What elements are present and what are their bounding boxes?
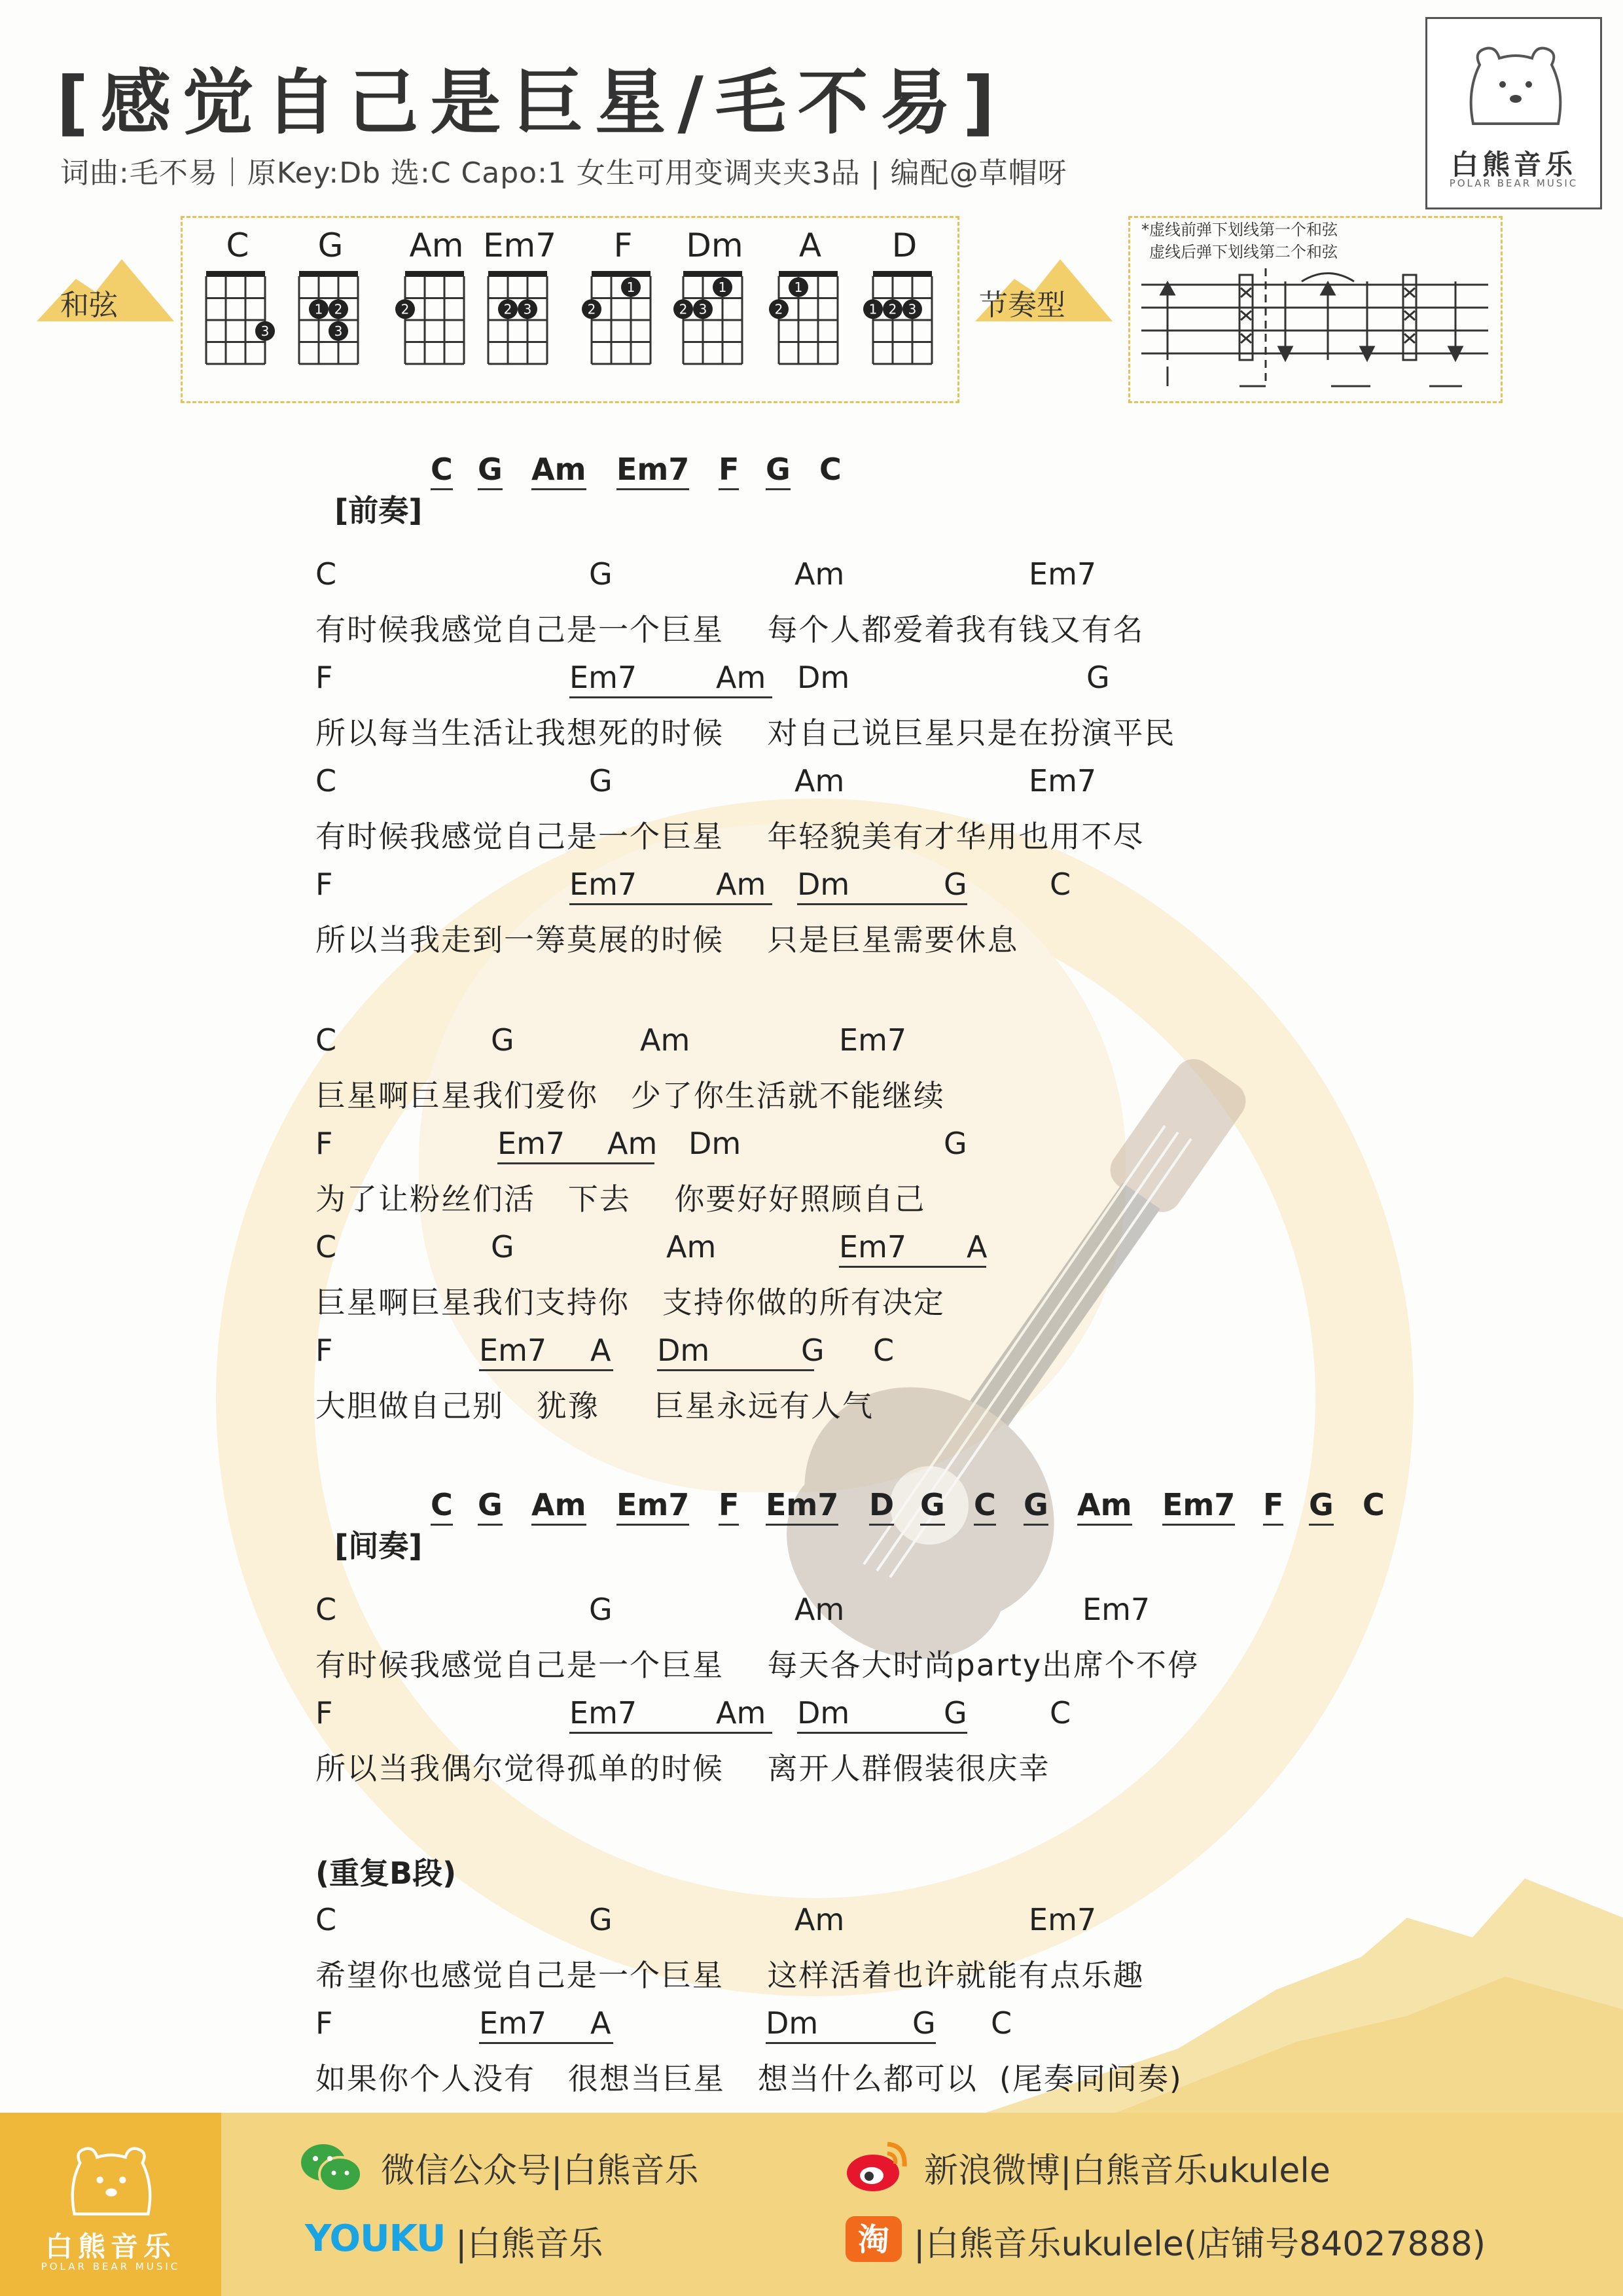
chord: F — [315, 1695, 333, 1731]
interlude-chord: C — [1363, 1487, 1385, 1522]
intro-chord: C — [819, 452, 842, 487]
chord: C — [873, 1333, 895, 1368]
chord: Em7 — [839, 1229, 986, 1268]
chord: F — [315, 1126, 333, 1161]
finger-number: 2 — [503, 301, 512, 317]
chord-diagram — [863, 271, 932, 364]
intro-chord: F — [719, 452, 739, 490]
footer — [0, 2113, 1623, 2296]
chord: C — [315, 1592, 337, 1627]
chord: Dm — [766, 2005, 936, 2044]
lyric-line: 有时候我感觉自己是一个巨星 年轻貌美有才华用也用不尽 — [315, 819, 1145, 854]
lyric-line: 为了让粉丝们活 下去 你要好好照顾自己 — [315, 1181, 926, 1217]
chord: Em7 — [839, 1022, 907, 1058]
chord: Am — [716, 1695, 766, 1731]
chord: C — [315, 1022, 337, 1058]
chord-name-em7: Em7 — [482, 226, 557, 264]
interlude-chord: G — [1024, 1487, 1048, 1526]
finger-number: 2 — [587, 301, 596, 317]
logo-subtitle: POLAR BEAR MUSIC — [1449, 177, 1578, 189]
lyric-line: 如果你个人没有 很想当巨星 想当什么都可以 (尾奏同间奏) — [315, 2061, 1183, 2096]
svg-text:淘: 淘 — [857, 2221, 890, 2258]
chord: A — [590, 1333, 611, 1368]
chord: A — [967, 1229, 988, 1265]
lyric-line: 所以当我走到一筹莫展的时候 只是巨星需要休息 — [315, 922, 1019, 958]
chord: Em7 — [569, 867, 772, 905]
finger-number: 2 — [679, 301, 688, 317]
chord: G — [801, 1333, 825, 1368]
chord: G — [491, 1022, 514, 1058]
chord: Em7 — [497, 1126, 654, 1164]
finger-number: 1 — [314, 301, 323, 317]
chord: Em7 — [479, 1333, 613, 1371]
interlude-label: [间奏] — [334, 1528, 423, 1564]
chord: G — [589, 1902, 613, 1937]
chord-name-f: F — [613, 226, 633, 264]
footer-youku[interactable]: |白熊音乐 — [455, 2225, 603, 2264]
chord: G — [1086, 660, 1110, 695]
finger-number: 2 — [401, 301, 410, 317]
interlude-chord: G — [1309, 1487, 1334, 1526]
chord: Am — [640, 1022, 690, 1058]
strum-note-line-1: *虚线前弹下划线第一个和弦 — [1141, 221, 1338, 239]
chord: Am — [666, 1229, 717, 1265]
finger-number: 1 — [868, 301, 878, 317]
chord: G — [912, 2005, 936, 2041]
chord: G — [944, 1126, 967, 1161]
footer-logo-name: 白熊音乐 — [45, 2231, 176, 2263]
chord-diagram — [395, 271, 464, 364]
chord: Em7 — [569, 660, 772, 698]
chord: Dm — [657, 1333, 814, 1371]
finger-number: 1 — [718, 279, 727, 295]
lyric-line: 巨星啊巨星我们支持你 支持你做的所有决定 — [315, 1285, 945, 1320]
chord-name-c: C — [226, 226, 249, 264]
chord-tag: 和弦 — [60, 289, 118, 322]
lyric-line: 希望你也感觉自己是一个巨星 这样活着也许就能有点乐趣 — [315, 1958, 1145, 1993]
finger-number: 2 — [334, 301, 343, 317]
interlude-chord: C — [431, 1487, 453, 1526]
chord: Em7 — [1029, 1902, 1097, 1937]
interlude-chord: Em7 — [616, 1487, 689, 1526]
chord: G — [589, 556, 613, 592]
chord-name-g: G — [317, 226, 344, 264]
interlude-chord: Em7 — [766, 1487, 838, 1526]
lyric-line: 大胆做自己别 犹豫 巨星永远有人气 — [315, 1388, 874, 1424]
finger-number: 2 — [888, 301, 897, 317]
interlude-chord: G — [478, 1487, 503, 1526]
footer-taobao[interactable]: |白熊音乐ukulele(店铺号84027888) — [914, 2225, 1486, 2264]
chord: G — [491, 1229, 514, 1265]
chord-diagram — [206, 271, 275, 364]
interlude-chord: C — [974, 1487, 996, 1526]
chord: Am — [607, 1126, 658, 1161]
chord: F — [315, 1333, 333, 1368]
footer-logo-subtitle: POLAR BEAR MUSIC — [41, 2261, 181, 2272]
chord: C — [991, 2005, 1012, 2041]
finger-number: 3 — [523, 301, 532, 317]
chord: F — [315, 660, 333, 695]
finger-number: 1 — [626, 279, 635, 295]
intro-label: [前奏] — [334, 493, 423, 528]
lyric-line: 有时候我感觉自己是一个巨星 每天各大时尚party出席个不停 — [315, 1647, 1200, 1683]
chord: Em7 — [569, 1695, 772, 1734]
strum-tag: 节奏型 — [979, 289, 1065, 322]
interlude-chord: Am — [1077, 1487, 1132, 1526]
chord: Dm — [797, 1695, 967, 1734]
interlude-chord: D — [869, 1487, 894, 1526]
intro-chord: Em7 — [616, 452, 689, 490]
interlude-chord: Em7 — [1162, 1487, 1235, 1526]
strum-note — [1141, 219, 1338, 263]
finger-number: 3 — [698, 301, 707, 317]
interlude-chord: Am — [531, 1487, 586, 1526]
chord-name-d: D — [891, 226, 918, 264]
intro-chord: G — [478, 452, 503, 490]
chord: F — [315, 867, 333, 902]
interlude-chord: F — [1263, 1487, 1283, 1526]
polar-bear-icon — [62, 2140, 160, 2225]
chord-name-a: A — [798, 226, 822, 264]
strum-pattern-diagram — [1141, 262, 1495, 393]
finger-number: 1 — [794, 279, 803, 295]
song-title: [感觉自己是巨星/毛不易] — [56, 62, 1007, 144]
chord-diagram — [299, 271, 358, 364]
chord: Am — [716, 867, 766, 902]
chord: C — [315, 556, 337, 592]
chord: G — [944, 867, 967, 902]
wechat-icon — [300, 2142, 363, 2194]
chord: C — [1050, 867, 1071, 902]
chord: C — [315, 1902, 337, 1937]
chord: Dm — [797, 660, 850, 695]
chord: C — [1050, 1695, 1071, 1731]
chord: Em7 — [1029, 556, 1097, 592]
chord: Am — [794, 1902, 845, 1937]
chord: Em7 — [1082, 1592, 1150, 1627]
chord: Am — [716, 660, 766, 695]
chord-diagram — [673, 271, 742, 364]
chord: G — [589, 763, 613, 798]
weibo-icon — [844, 2139, 910, 2194]
chord: F — [315, 2005, 333, 2041]
brand-logo — [1425, 17, 1602, 209]
chord: Em7 — [1029, 763, 1097, 798]
chord: Em7 — [479, 2005, 613, 2044]
chord: Dm — [688, 1126, 741, 1161]
chord-diagrams — [190, 226, 955, 397]
chord: G — [589, 1592, 613, 1627]
chord: A — [590, 2005, 611, 2041]
finger-number: 3 — [260, 323, 270, 339]
intro-chord: G — [766, 452, 791, 490]
youku-logo: YOUKU — [305, 2217, 446, 2260]
chord: Am — [794, 763, 845, 798]
interlude-chord: G — [920, 1487, 945, 1526]
finger-number: 2 — [774, 301, 783, 317]
chord: Am — [794, 556, 845, 592]
footer-wechat[interactable]: 微信公众号|白熊音乐 — [381, 2151, 699, 2191]
finger-number: 3 — [908, 301, 917, 317]
logo-name: 白熊音乐 — [1450, 149, 1577, 181]
chord: G — [944, 1695, 967, 1731]
chord-diagram — [582, 271, 651, 364]
repeat-label: (重复B段) — [315, 1856, 457, 1891]
finger-number: 3 — [334, 323, 343, 339]
intro-chord: Am — [531, 452, 586, 490]
polar-bear-icon — [1460, 39, 1571, 137]
lyric-line: 巨星啊巨星我们爱你 少了你生活就不能继续 — [315, 1078, 945, 1113]
chord-diagram — [769, 271, 838, 364]
chord: Am — [794, 1592, 845, 1627]
lyric-line: 所以每当生活让我想死的时候 对自己说巨星只是在扮演平民 — [315, 715, 1176, 751]
interlude-chord: F — [719, 1487, 739, 1526]
chord-diagram — [488, 271, 547, 364]
chord: C — [315, 1229, 337, 1265]
lyric-line: 有时候我感觉自己是一个巨星 每个人都爱着我有钱又有名 — [315, 612, 1145, 647]
taobao-icon — [844, 2212, 903, 2265]
song-meta: 词曲:毛不易｜原Key:Db 选:C Capo:1 女生可用变调夹夹3品 | 编配@草帽呀 — [60, 156, 1067, 190]
strum-note-line-2: 虚线后弹下划线第二个和弦 — [1149, 243, 1338, 261]
intro-chord: C — [431, 452, 453, 490]
chord: C — [315, 763, 337, 798]
chord-name-am: Am — [409, 226, 464, 264]
footer-weibo[interactable]: 新浪微博|白熊音乐ukulele — [924, 2151, 1330, 2191]
ukulele-illustration — [772, 1034, 1361, 1662]
chord-name-dm: Dm — [686, 226, 743, 264]
lyric-line: 所以当我偶尔觉得孤单的时候 离开人群假装很庆幸 — [315, 1751, 1050, 1786]
chord: Dm — [797, 867, 967, 905]
